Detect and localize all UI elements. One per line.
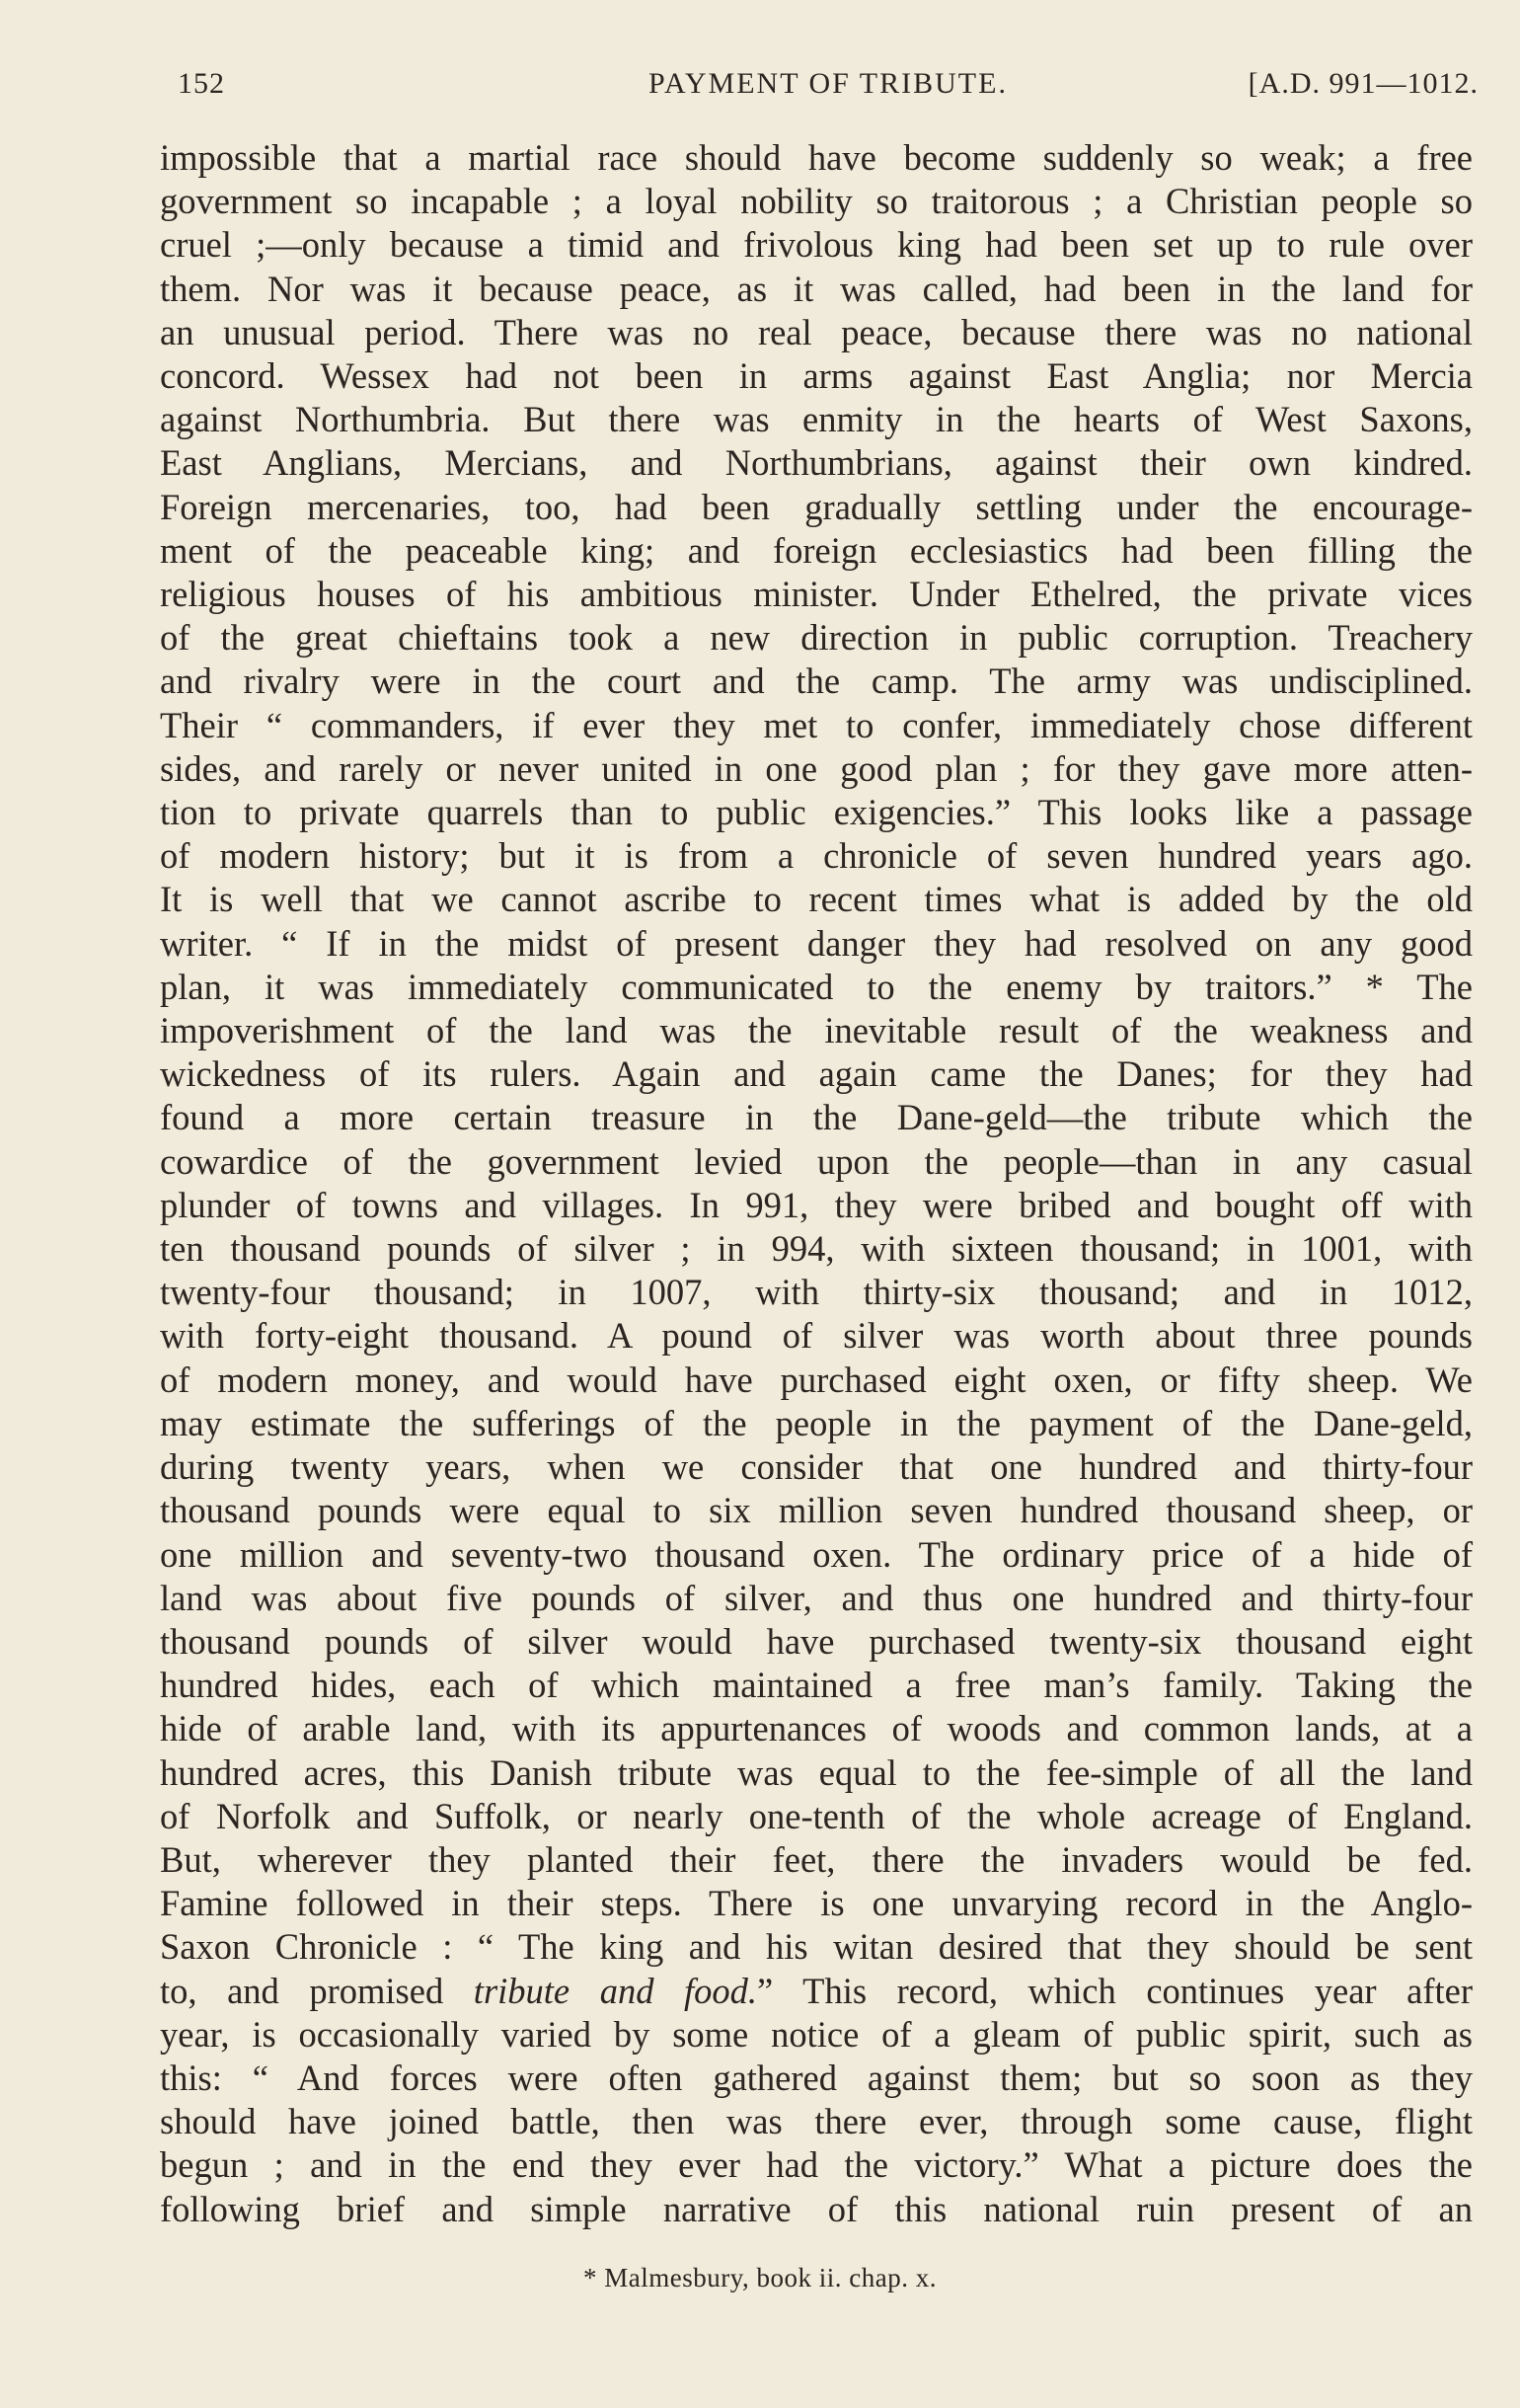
text-line: thousand pounds of silver would have purchased twenty-six thousand eight (160, 1620, 1473, 1662)
text-line: of Norfolk and Suffolk, or nearly one-tenth of the whole acreage of England. (160, 1795, 1473, 1836)
text-line: wickedness of its rulers. Again and again came the Danes; for they had (160, 1053, 1473, 1095)
text-line: Foreign mercenaries, too, had been gradually settling under the encourage- (160, 486, 1473, 527)
text-line: sides, and rarely or never united in one good plan ; for they gave more atten- (160, 747, 1473, 789)
text-line-with-italic (160, 1970, 1473, 2013)
text-line: may estimate the sufferings of the people in the payment of the Dane-geld, (160, 1402, 1473, 1443)
text-line: of the great chieftains took a new direction in public corruption. Treachery (160, 617, 1473, 659)
italic-phrase: tribute and food. (473, 1970, 758, 2011)
text-line: should have joined battle, then was there ever, through some cause, flight (160, 2101, 1473, 2142)
footnote: * Malmesbury, book ii. chap. x. (583, 2263, 937, 2292)
text-line: But, wherever they planted their feet, there the invaders would be fed. (160, 1838, 1473, 1880)
text-line: them. Nor was it because peace, as it was called, had been in the land for (160, 268, 1473, 309)
text-line: an unusual period. There was no real peace, because there was no national (160, 311, 1473, 352)
text-line: hundred hides, each of which maintained a free man’s family. Taking the (160, 1665, 1473, 1706)
text-line: tion to private quarrels than to public exigencies.” This looks like a passage (160, 792, 1473, 833)
text-line: plunder of towns and villages. In 991, they were bribed and bought off with (160, 1184, 1473, 1225)
text-line: Famine followed in their steps. There is one unvarying record in the Anglo- (160, 1883, 1473, 1924)
text-line: begun ; and in the end they ever had the victory.” What a picture does the (160, 2144, 1473, 2186)
text-line: concord. Wessex had not been in arms against East Anglia; nor Mercia (160, 355, 1473, 397)
text-line: during twenty years, when we consider that one hundred and thirty-four (160, 1446, 1473, 1488)
text-line: against Northumbria. But there was enmity in the hearts of West Saxons, (160, 399, 1473, 440)
running-title: PAYMENT OF TRIBUTE. (648, 67, 1008, 100)
text-line: this: “ And forces were often gathered against them; but so soon as they (160, 2057, 1473, 2098)
text-line: hundred acres, this Danish tribute was equal to the fee-simple of all the land (160, 1751, 1473, 1793)
text-line: and rivalry were in the court and the camp. The army was undisciplined. (160, 660, 1473, 702)
text-line: hide of arable land, with its appurtenances of woods and common lands, at a (160, 1708, 1473, 1749)
text-line: plan, it was immediately communicated to the enemy by traitors.” * The (160, 966, 1473, 1007)
text-line: cruel ;—only because a timid and frivolous king had been set up to rule over (160, 224, 1473, 266)
date-range: [A.D. 991—1012. (1248, 67, 1479, 100)
text-line: ment of the peaceable king; and foreign ecclesiastics had been filling the (160, 529, 1473, 571)
text-line: writer. “ If in the midst of present danger they had resolved on any good (160, 922, 1473, 964)
text-line: government so incapable ; a loyal nobility so traitorous ; a Christian people so (160, 181, 1473, 222)
text-line: of modern history; but it is from a chronicle of seven hundred years ago. (160, 835, 1473, 877)
text-line: of modern money, and would have purchased eight oxen, or fifty sheep. We (160, 1359, 1473, 1400)
text-line: thousand pounds were equal to six million seven hundred thousand sheep, or (160, 1490, 1473, 1531)
text-line: following brief and simple narrative of this national ruin present of an (160, 2188, 1473, 2229)
text-fragment: ” This record, which continues year after (757, 1970, 1474, 2011)
text-line: twenty-four thousand; in 1007, with thirty-six thousand; and in 1012, (160, 1272, 1473, 1313)
text-line: Saxon Chronicle : “ The king and his witan desired that they should be sent (160, 1926, 1473, 1968)
running-head (178, 67, 1479, 118)
text-line: with forty-eight thousand. A pound of silver was worth about three pounds (160, 1315, 1473, 1357)
text-line: It is well that we cannot ascribe to recent times what is added by the old (160, 879, 1473, 920)
text-line: one million and seventy-two thousand oxen. The ordinary price of a hide of (160, 1533, 1473, 1575)
page-number: 152 (178, 67, 225, 100)
text-line: ten thousand pounds of silver ; in 994, with sixteen thousand; in 1001, with (160, 1228, 1473, 1270)
text-line: impoverishment of the land was the inevitable result of the weakness and (160, 1010, 1473, 1051)
text-line: found a more certain treasure in the Dane-geld—the tribute which the (160, 1097, 1473, 1138)
body-text (160, 136, 1473, 2231)
text-line: cowardice of the government levied upon the people—than in any casual (160, 1140, 1473, 1182)
text-line: Their “ commanders, if ever they met to confer, immediately chose different (160, 704, 1473, 745)
text-line: East Anglians, Mercians, and Northumbrians, against their own kindred. (160, 442, 1473, 484)
text-line: impossible that a martial race should have become suddenly so weak; a free (160, 137, 1473, 178)
text-line: religious houses of his ambitious minister. Under Ethelred, the private vices (160, 574, 1473, 615)
text-line: land was about five pounds of silver, and thus one hundred and thirty-four (160, 1577, 1473, 1618)
text-fragment: to, and promised (160, 1970, 474, 2011)
text-line: year, is occasionally varied by some notice of a gleam of public spirit, such as (160, 2013, 1473, 2055)
